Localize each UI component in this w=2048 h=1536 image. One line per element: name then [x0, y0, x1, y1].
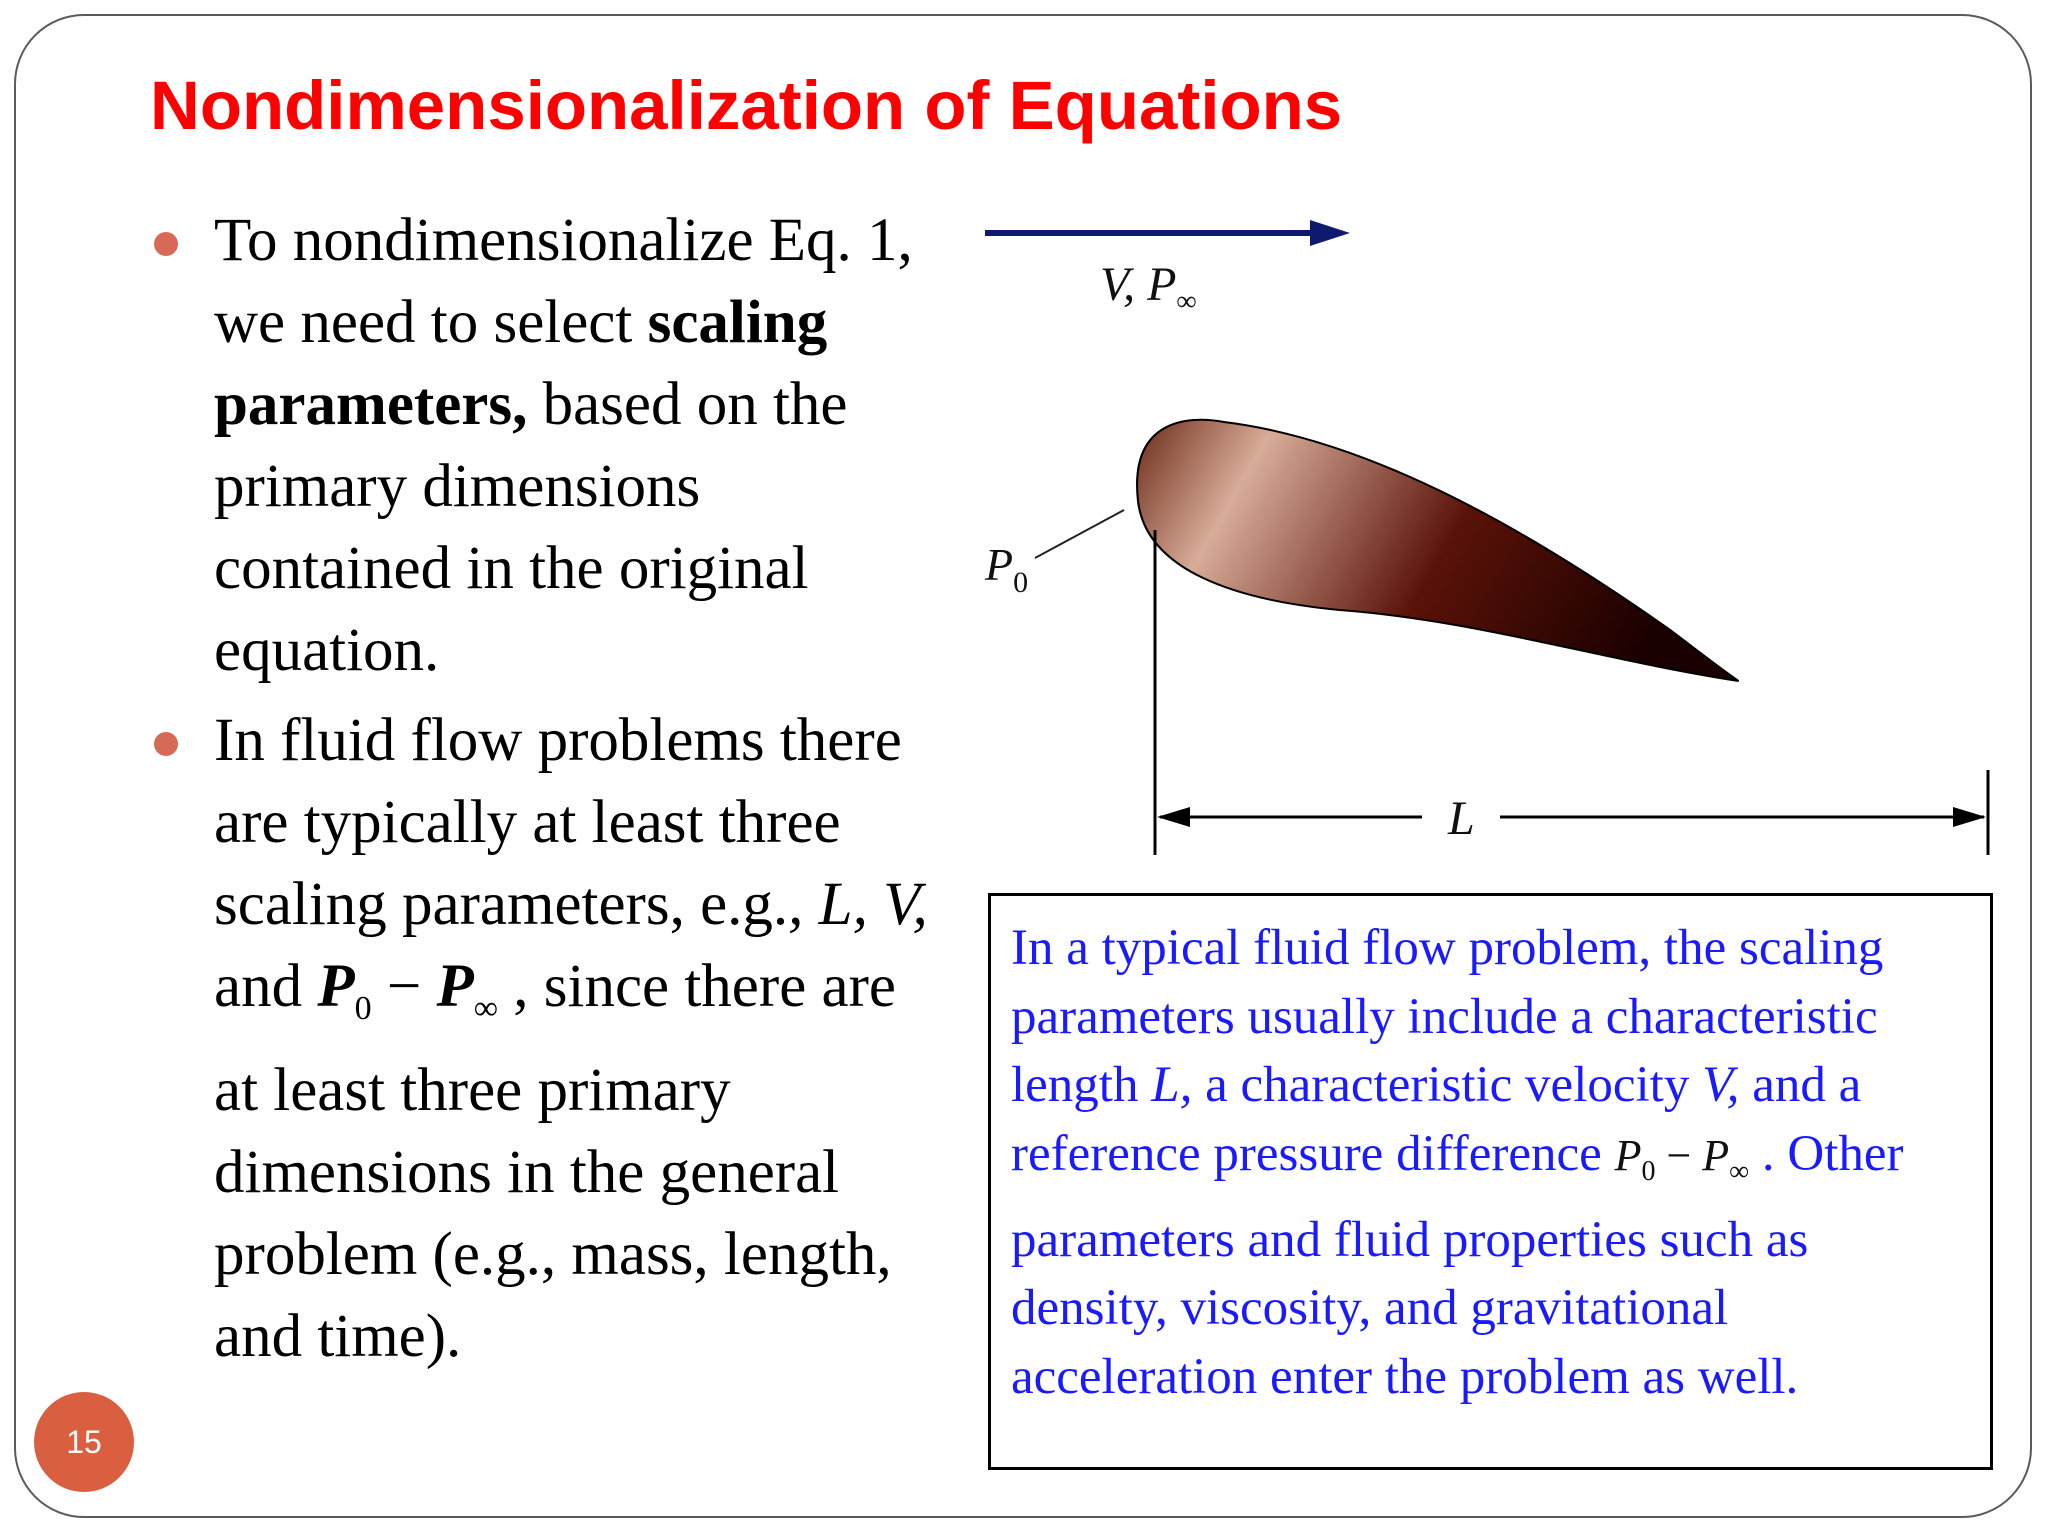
- note-math-sub-inf: ∞: [1729, 1155, 1750, 1187]
- airfoil-shape: [1137, 420, 1738, 681]
- bullet-dot-icon: [154, 732, 178, 756]
- note-text: [1011, 914, 1972, 1411]
- math-sub-inf: ∞: [473, 990, 499, 1028]
- bullet-list: [150, 200, 950, 1378]
- note-math-minus: −: [1666, 1130, 1692, 1180]
- note-var-l: L,: [1151, 1057, 1193, 1113]
- note-var-v: V,: [1702, 1057, 1740, 1113]
- bullet-text-2: [214, 700, 950, 1378]
- bullet-2-text-a: In fluid flow problems there are typically at least three scaling parameters, e.g.: [214, 707, 902, 938]
- chord-arrow-right-icon: [1953, 807, 1986, 827]
- note-math-p-inf: P: [1702, 1130, 1730, 1180]
- bullet-2-text-c: , since there are at least three primary dimensions in the general problem (e.g., mass, length, and time).: [214, 953, 896, 1371]
- bullet-2-text-b: and: [214, 953, 303, 1020]
- math-p-inf: P: [436, 953, 474, 1020]
- bullet-2-variables: , L, V,: [788, 871, 928, 938]
- note-text-d: . Other parameters and fluid properties such as density, viscosity, and gravitational acceleration enter the problem as well.: [1011, 1125, 1904, 1405]
- bullet-1-text-a: To nondimensionalize Eq. 1, we need to select: [214, 207, 913, 356]
- note-pressure-math: [1614, 1130, 1750, 1187]
- pressure-difference-math: [317, 953, 499, 1028]
- note-text-c: and a reference pressure difference: [1011, 1057, 1862, 1182]
- note-math-p: P: [1614, 1130, 1642, 1180]
- slide-title: Nondimensionalization of Equations: [150, 67, 1343, 144]
- math-sub-0: 0: [354, 990, 372, 1028]
- length-label: L: [1448, 792, 1475, 845]
- math-minus: −: [386, 953, 422, 1020]
- bullet-text-1: [214, 200, 950, 692]
- note-box: [988, 893, 1993, 1470]
- flow-label: V, $P_\infty$: [1100, 258, 1197, 317]
- note-text-a: In a typical fluid flow problem, the scaling parameters usually include a characteristic length: [1011, 920, 1884, 1113]
- page-number-badge: 15: [34, 1392, 134, 1492]
- airfoil-figure: [960, 200, 2010, 880]
- chord-arrow-left-icon: [1157, 807, 1190, 827]
- p0-leader-line: [1035, 510, 1124, 558]
- p0-label: $P_0$: [985, 539, 1029, 599]
- bullet-dot-icon: [154, 232, 178, 256]
- math-p: P: [317, 953, 355, 1020]
- bullet-item-1: [150, 200, 950, 692]
- bullet-1-text-b: based on the primary dimensions contained in the original equation.: [214, 371, 848, 684]
- note-text-b: a characteristic velocity: [1192, 1057, 1703, 1113]
- bullet-1-bold-term: scaling parameters,: [214, 289, 828, 438]
- bullet-item-2: [150, 700, 950, 1378]
- note-math-sub-0: 0: [1641, 1155, 1656, 1187]
- flow-arrowhead-icon: [1310, 220, 1350, 246]
